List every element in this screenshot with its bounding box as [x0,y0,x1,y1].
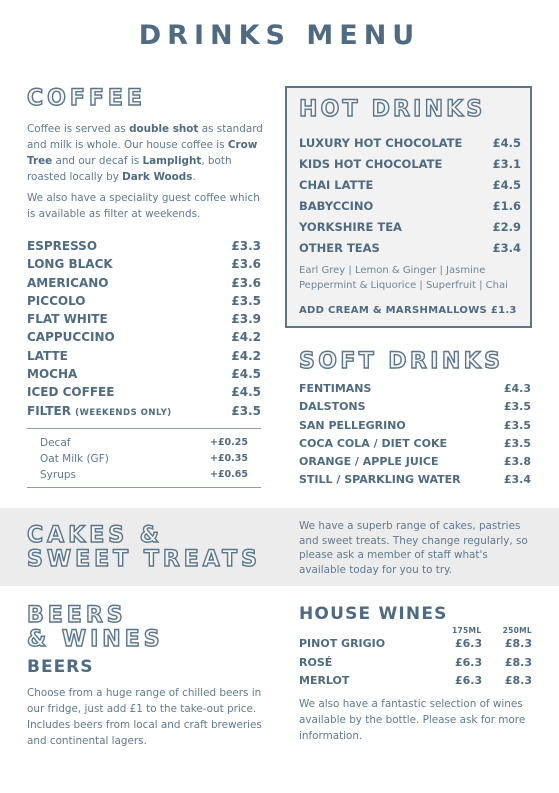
teas-line: Earl Grey | Lemon & Ginger | Jasmine [299,265,486,276]
beers-subheading: BEERS [27,657,94,677]
col-250: 250ML [502,626,532,635]
list-item [299,398,531,416]
col-175: 175ML [452,626,482,635]
item-price: £3.5 [503,436,531,450]
list-item [299,380,531,398]
hot-drinks-heading: HOT DRINKS [299,97,486,122]
item-name: OTHER TEAS [299,241,380,255]
beers-heading-line: BEERS [27,603,127,628]
coffee-list [27,237,261,422]
wines-list [299,635,532,691]
item-price: £4.5 [231,367,261,382]
item-name: YORKSHIRE TEA [299,220,402,234]
item-price: £4.2 [231,330,261,345]
item-price: £8.3 [504,674,532,687]
teas-line: Peppermint & Liquorice | Superfruit | Chai [299,280,508,291]
item-price: £3.6 [231,257,261,272]
list-item [27,402,261,422]
list-item [27,255,261,273]
item-name: CHAI LATTE [299,178,374,192]
item-price: £3.1 [492,157,521,171]
coffee-intro-bold: double shot [129,123,199,135]
list-item [299,672,532,691]
item-name: ICED COFFEE [27,385,115,400]
wines-text: We also have a fantastic selection of wines available by the bottle. Please ask for more information. [299,698,526,742]
hot-drinks-list [299,133,521,259]
list-item [27,310,261,328]
item-name: PICCOLO [27,293,86,308]
coffee-intro-bold: Lamplight [142,155,202,167]
item-price: £3.5 [231,403,261,418]
item-price: £3.6 [231,275,261,290]
item-price: £8.3 [504,655,532,669]
extra-name: Syrups [40,469,76,481]
list-item [27,237,261,255]
coffee-guest-text: We also have a speciality guest coffee which is available as filter at weekends. [27,192,260,220]
divider [27,487,261,488]
cakes-heading-line: CAKES & [27,523,163,548]
item-price: £4.5 [231,385,261,400]
soft-drinks-list [299,380,531,490]
item-name: LATTE [27,348,68,363]
item-price: £3.4 [503,473,531,487]
item-price: £6.3 [455,637,483,650]
item-price: £3.8 [503,455,531,469]
item-name: SAN PELLEGRINO [299,418,406,432]
addon-text: ADD CREAM & MARSHMALLOWS £1.3 [299,305,517,316]
list-item [27,383,261,401]
list-item [299,196,521,217]
extra-price: +£0.35 [209,453,248,464]
item-name: KIDS HOT CHOCOLATE [299,157,443,171]
coffee-intro-text: as standard and milk is whole. Our house coffee is [27,123,263,151]
item-name: CAPPUCCINO [27,330,115,345]
list-item [27,347,261,365]
divider [27,428,261,429]
coffee-intro-text: , both roasted locally by [27,155,232,183]
item-name: FLAT WHITE [27,312,108,327]
item-price: £3.5 [503,400,531,414]
list-item [299,175,521,196]
list-item [299,154,521,175]
list-item [299,453,531,471]
extra-name: Decaf [40,437,71,449]
cakes-heading-line: SWEET TREATS [27,547,261,572]
item-price: £3.9 [231,312,261,327]
extra-item [40,435,248,451]
item-name: MERLOT [299,674,350,687]
item-name: DALSTONS [299,400,366,414]
list-item [299,635,532,654]
coffee-intro-text: Coffee is served as [27,123,130,135]
extra-price: +£0.65 [209,469,248,480]
cakes-text: We have a superb range of cakes, pastries and sweet treats. They change regularly, so please ask a member of staff what's available today for you to try. [299,520,528,576]
list-item [299,238,521,259]
item-name: ESPRESSO [27,239,98,253]
list-item [299,435,531,453]
list-item [299,417,531,435]
item-price: £3.5 [503,418,531,432]
soft-drinks-heading: SOFT DRINKS [299,349,504,374]
item-name: LONG BLACK [27,257,113,272]
list-item [299,471,531,489]
item-name: LUXURY HOT CHOCOLATE [299,136,463,150]
coffee-intro-bold: Crow Tree [27,139,258,167]
item-price: £6.3 [455,674,483,687]
item-name: PINOT GRIGIO [299,637,386,650]
item-name: AMERICANO [27,275,109,290]
item-price: £2.9 [492,220,521,234]
beers-heading-line: & WINES [27,627,164,652]
item-price: £4.2 [231,348,261,363]
item-price: £6.3 [455,655,483,669]
list-item [299,217,521,238]
extra-item [40,451,248,467]
list-item [299,654,532,673]
coffee-heading: COFFEE [27,86,146,111]
list-item [299,133,521,154]
beers-text: Choose from a huge range of chilled beers in our fridge, just add £1 to the take-out price. Includes beers from local and craft breweries and continental lagers. [27,687,262,747]
list-item [27,274,261,292]
page-title: DRINKS MENU [138,20,421,51]
extra-price: +£0.25 [209,437,248,448]
item-price: £4.3 [503,382,531,395]
list-item [27,328,261,346]
wine-columns [452,626,532,635]
coffee-intro-text: . [192,171,196,183]
coffee-intro [27,121,267,185]
list-item [27,365,261,383]
list-item [27,292,261,310]
house-wines-heading: HOUSE WINES [299,604,448,624]
item-price: £4.5 [492,136,521,150]
cakes-heading [27,524,261,572]
teas-list [299,263,524,293]
item-name [27,402,172,422]
item-name: ROSÉ [299,655,333,669]
item-price: £3.4 [492,241,521,255]
extra-name: Oat Milk (GF) [40,453,109,465]
item-price: £8.3 [504,637,532,650]
coffee-extras [40,435,248,483]
item-name: MOCHA [27,367,78,382]
item-name: ORANGE / APPLE JUICE [299,455,439,469]
item-name: BABYCCINO [299,199,374,213]
item-price: £4.5 [492,178,521,192]
filter-name: FILTER [27,403,71,418]
extra-item [40,467,248,483]
beers-wines-heading [27,604,164,652]
item-price: £3.3 [231,239,261,253]
item-price: £3.5 [231,293,261,308]
item-name: STILL / SPARKLING WATER [299,473,461,487]
item-price: £1.6 [492,199,521,213]
coffee-intro-text: and our decaf is [52,155,143,167]
item-name: FENTIMANS [299,382,372,395]
filter-note: (WEEKENDS ONLY) [75,407,172,418]
item-name: COCA COLA / DIET COKE [299,436,447,450]
coffee-intro-bold: Dark Woods [122,171,193,183]
